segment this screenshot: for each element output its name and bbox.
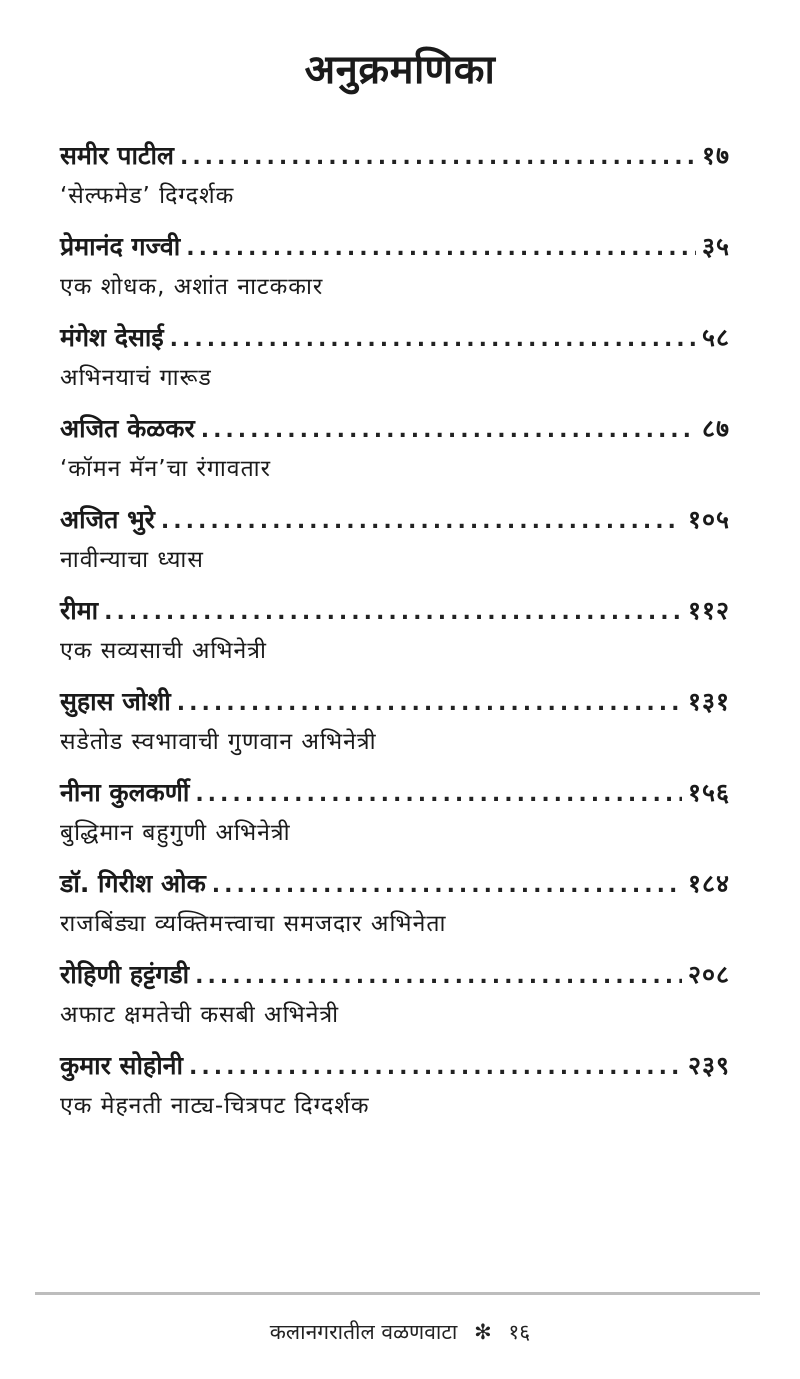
toc-entry-line: [60, 680, 730, 724]
toc-entry: [60, 1044, 730, 1135]
toc-entry-name: नीना कुलकर्णी: [60, 778, 190, 807]
toc-entry-subtitle: बुद्धिमान बहुगुणी अभिनेत्री: [60, 820, 291, 846]
toc-entry-line: [60, 589, 730, 633]
toc-entry-line: [60, 498, 730, 542]
toc-entry-subtitle: अभिनयाचं गारूड: [60, 365, 212, 391]
toc-entry: [60, 134, 730, 225]
toc-entry-page-number: २३९: [687, 1051, 730, 1080]
dot-leader: [177, 682, 682, 726]
toc-entry-name: रोहिणी हट्टंगडी: [60, 960, 190, 989]
toc-entry-line: [60, 953, 730, 997]
toc-entry: [60, 225, 730, 316]
toc-entry: [60, 862, 730, 953]
dot-leader: [161, 500, 682, 544]
toc-entry-page-number: ३५: [701, 232, 730, 261]
toc-entry: [60, 498, 730, 589]
toc-entry-name: प्रेमानंद गज्वी: [60, 232, 181, 261]
toc-entry: [60, 589, 730, 680]
toc-entry-name: कुमार सोहोनी: [60, 1051, 184, 1080]
toc-entry-subtitle: राजबिंड्या व्यक्तिमत्त्वाचा समजदार अभिनेता: [60, 911, 447, 937]
toc-entry-page-number: १७: [701, 141, 730, 170]
toc-entry-page-number: २०८: [687, 960, 730, 989]
dot-leader: [189, 1046, 682, 1090]
toc-entry-line: [60, 771, 730, 815]
toc-entry-name: सुहास जोशी: [60, 687, 171, 716]
toc-entry-line: [60, 134, 730, 178]
toc-entry-line: [60, 225, 730, 269]
toc-entry-line: [60, 407, 730, 451]
toc-entry-subtitle: एक मेहनती नाट्य-चित्रपट दिग्दर्शक: [60, 1093, 370, 1119]
toc-entry: [60, 953, 730, 1044]
toc-entry-name: डॉ. गिरीश ओक: [60, 869, 206, 898]
toc-entry-page-number: ११२: [687, 596, 730, 625]
toc-entry-page-number: १३१: [687, 687, 730, 716]
dot-leader: [180, 136, 696, 180]
dot-leader: [170, 318, 696, 362]
toc-entry-name: मंगेश देसाई: [60, 323, 164, 352]
footer-book-title: कलानगरातील वळणवाटा: [269, 1320, 458, 1344]
toc-entry-subtitle: ‘कॉमन मॅन’चा रंगावतार: [60, 456, 272, 482]
running-footer: [0, 1318, 800, 1346]
toc-entry-subtitle: सडेतोड स्वभावाची गुणवान अभिनेत्री: [60, 729, 377, 755]
toc-entry-line: [60, 1044, 730, 1088]
dot-leader: [195, 773, 682, 817]
toc-entry-line: [60, 862, 730, 906]
toc-entry-line: [60, 316, 730, 360]
toc-entry-name: अजित भुरे: [60, 505, 155, 534]
toc-entry-page-number: ८७: [701, 414, 730, 443]
toc-entry-page-number: १०५: [687, 505, 730, 534]
toc-entry-name: रीमा: [60, 596, 99, 625]
toc-entry-name: अजित केळकर: [60, 414, 195, 443]
dot-leader: [186, 227, 696, 271]
toc-entry: [60, 771, 730, 862]
dot-leader: [201, 409, 696, 453]
asterisk-separator-icon: ✻: [474, 1320, 492, 1344]
footer-page-number: १६: [508, 1320, 531, 1344]
toc-entry: [60, 407, 730, 498]
page-title: अनुक्रमणिका: [304, 47, 496, 93]
toc-entry-subtitle: अफाट क्षमतेची कसबी अभिनेत्री: [60, 1002, 340, 1028]
toc-entry-subtitle: एक शोधक, अशांत नाटककार: [60, 274, 324, 300]
dot-leader: [195, 955, 682, 999]
dot-leader: [104, 591, 682, 635]
toc-entry-subtitle: एक सव्यसाची अभिनेत्री: [60, 638, 267, 664]
footer-divider: [35, 1292, 760, 1295]
toc-entry: [60, 680, 730, 771]
toc-entry-name: समीर पाटील: [60, 141, 174, 170]
toc-entry: [60, 316, 730, 407]
toc-entry-subtitle: नावीन्याचा ध्यास: [60, 547, 204, 573]
table-of-contents: [60, 134, 730, 1135]
toc-entry-page-number: १५६: [687, 778, 730, 807]
toc-entry-subtitle: ‘सेल्फमेड’ दिग्दर्शक: [60, 183, 235, 209]
toc-entry-page-number: १८४: [687, 869, 730, 898]
dot-leader: [212, 864, 682, 908]
toc-entry-page-number: ५८: [701, 323, 730, 352]
